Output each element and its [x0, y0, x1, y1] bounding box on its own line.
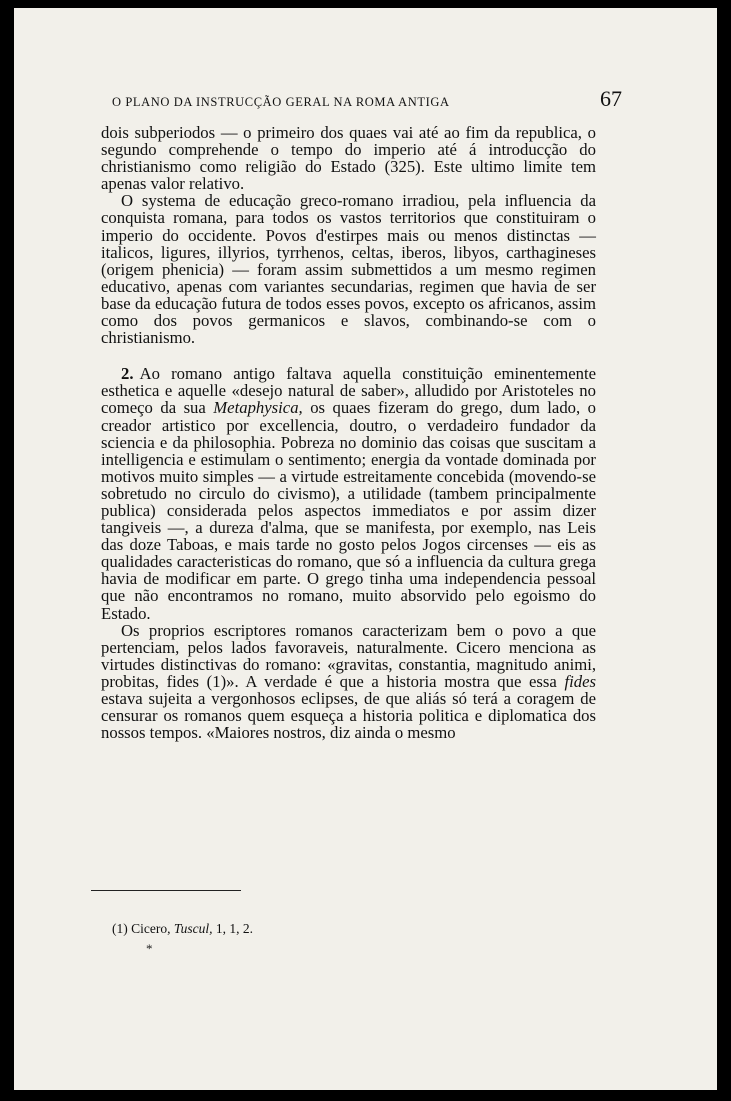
section-number: 2.: [121, 364, 134, 384]
footnote-rule: [91, 890, 241, 891]
book-page: [14, 8, 717, 1090]
running-header: [112, 86, 622, 112]
footnote: [112, 921, 253, 937]
paragraph-2: O systema de educação greco-romano irradiou, pela influencia da conquista romana, para todos os vastos territorios que constituiram o imperio do occidente. Povos d'estirpes mais ou menos distinctas — italicos, ligures, illyrios, tyrrhenos, celtas, iberos, libyos, carthagineses (origem phenicia) — foram assim submettidos a um mesmo regimen educativo, apenas com variantes secundarias, regimen que havia de ser base da educação futura de todos esses povos, excepto os africanos, assim como dos povos germanicos e slavos, combinando-se com o christianismo.: [101, 191, 596, 348]
paragraph-3: [101, 365, 596, 621]
paragraph-4-part-a: Os proprios escriptores romanos caracterizam bem o povo a que pertenciam, pelos lados favoraveis, naturalmente. Cicero menciona as virtudes distinctivas do romano: «gravitas, constantia, magnitudo animi, probitas, fides (1)». A verdade é que a historia mostra que essa: [101, 620, 596, 691]
paragraph-3-part-b: os quaes fizeram do grego, dum lado, o creador artistico por excellencia, doutro, o verdadeiro fundador da sciencia e da philosophia. Pobreza no dominio das coisas que suscitam a intelligencia e estimulam o sentimento; energia da vontade dominada por motivos muito simples — a virtude estreitamente concebida (movendo-se sobretudo no circulo do civismo), a utilidade (tambem principalmente publica) considerada pelos aspectos immediatos e por assim dizer tangiveis —, a dureza d'alma, que se manifesta, por exemplo, nas Leis das doze Taboas, e mais tarde no gosto pelos Jogos circenses — eis as qualidades caracteristicas do romano, que só a influencia da cultura grega havia de modificar em parte. O grego tinha uma independencia pessoal que não encontramos no romano, muito absorvido pelo egoismo do Estado.: [101, 398, 596, 623]
footnote-work: Tuscul,: [173, 921, 213, 936]
paragraph-4: [101, 622, 596, 742]
paragraph-4-part-b: estava sujeita a vergonhosos eclipses, de que aliás só terá a coragem de censurar os romanos quem esqueça a historia politica e diplomatica dos nossos tempos. «Maiores nostros, diz ainda o mesmo: [101, 689, 596, 743]
footnote-ref: 1, 1, 2.: [215, 921, 253, 936]
footnote-marker: (1) Cicero,: [112, 921, 171, 936]
book-title-metaphysica: Metaphysica,: [213, 398, 303, 418]
paragraph-1: dois subperiodos — o primeiro dos quaes vai até ao fim da republica, o segundo comprehende o tempo do imperio até á introducção do christianismo como religião do Estado (325). Este ultimo limite tem apenas valor relativo.: [101, 123, 596, 194]
term-fides: fides: [564, 671, 597, 691]
running-title: O PLANO DA INSTRUCÇÃO GERAL NA ROMA ANTIGA: [112, 95, 450, 109]
asterisk-mark: *: [146, 941, 153, 956]
body-text: [101, 124, 596, 741]
page-number: 67: [600, 86, 622, 111]
paragraph-3-part-a: Ao romano antigo faltava aquella constituição eminentemente esthetica e aquelle «desejo natural de saber», alludido por Aristoteles no começo da sua: [101, 364, 596, 418]
